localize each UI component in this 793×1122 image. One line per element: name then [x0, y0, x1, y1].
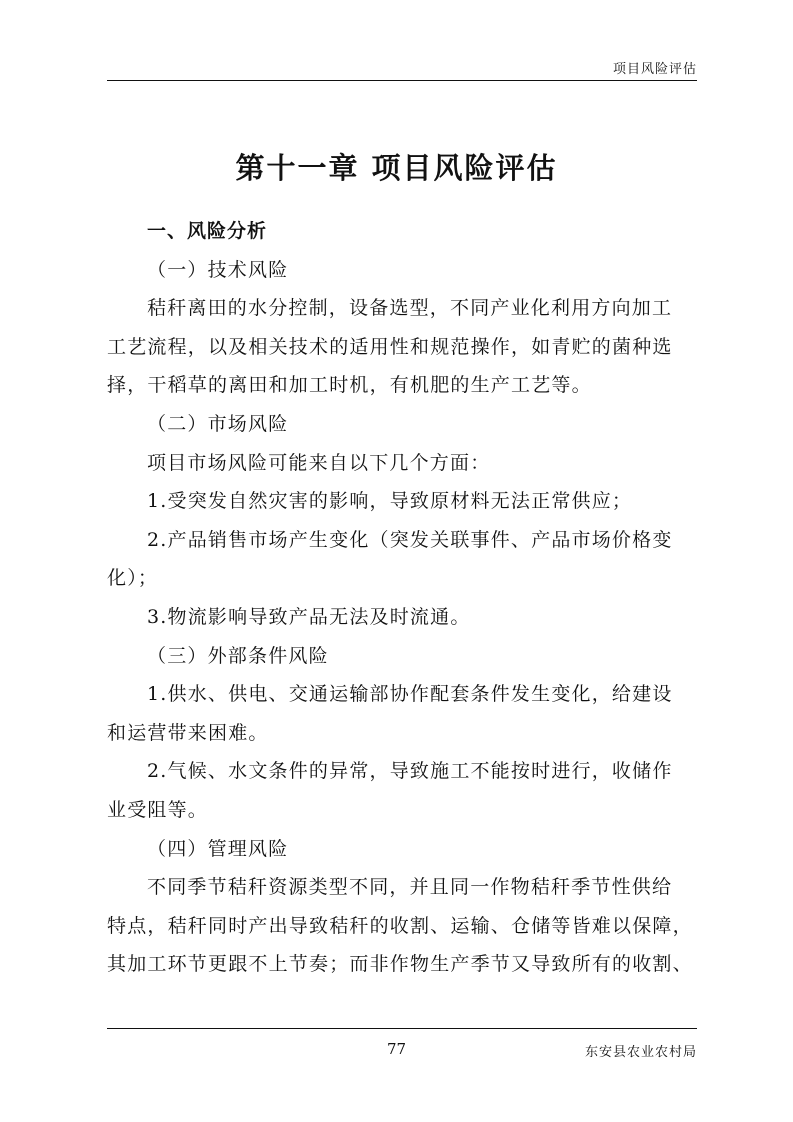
- page-number: 77: [386, 1040, 407, 1058]
- subsection-heading: （四）管理风险: [147, 837, 289, 860]
- footer-organization: 东安县农业农村局: [584, 1045, 697, 1060]
- subsection-heading: （一）技术风险: [147, 258, 289, 281]
- footer-rule: [107, 1028, 697, 1029]
- paragraph-line: 业受阻等。: [107, 798, 209, 821]
- running-header: 项目风险评估: [612, 62, 697, 77]
- paragraph-line: 工艺流程，以及相关技术的适用性和规范操作，如青贮的菌种选: [107, 335, 673, 358]
- subsection-heading: （二）市场风险: [147, 412, 289, 435]
- section-heading: 一、风险分析: [147, 220, 268, 242]
- paragraph-line: 项目市场风险可能来自以下几个方面：: [147, 451, 491, 474]
- document-body: [107, 212, 697, 984]
- paragraph-line: 2.气候、水文条件的异常，导致施工不能按时进行，收储作: [147, 760, 673, 783]
- paragraph-line: 和运营带来困难。: [107, 721, 269, 744]
- paragraph-line: 特点，秸秆同时产出导致秸秆的收割、运输、仓储等皆难以保障，: [107, 914, 693, 937]
- paragraph-line: 1.供水、供电、交通运输部协作配套条件发生变化，给建设: [147, 683, 673, 706]
- paragraph-line: 秸秆离田的水分控制，设备选型，不同产业化利用方向加工: [147, 297, 673, 320]
- paragraph-line: 2.产品销售市场产生变化（突发关联事件、产品市场价格变: [147, 528, 673, 551]
- chapter-title: 第十一章 项目风险评估: [235, 151, 558, 185]
- paragraph-line: 化）；: [107, 567, 159, 590]
- paragraph-line: 不同季节秸秆资源类型不同，并且同一作物秸秆季节性供给: [147, 876, 673, 899]
- paragraph-line: 1.受突发自然灾害的影响，导致原材料无法正常供应；: [147, 490, 633, 513]
- subsection-heading: （三）外部条件风险: [147, 644, 329, 667]
- paragraph-line: 择，干稻草的离田和加工时机，有机肥的生产工艺等。: [107, 374, 592, 397]
- paragraph-line: 3.物流影响导致产品无法及时流通。: [147, 605, 471, 628]
- header-rule: [107, 80, 697, 81]
- paragraph-line: 其加工环节更跟不上节奏；而非作物生产季节又导致所有的收割、: [107, 953, 693, 976]
